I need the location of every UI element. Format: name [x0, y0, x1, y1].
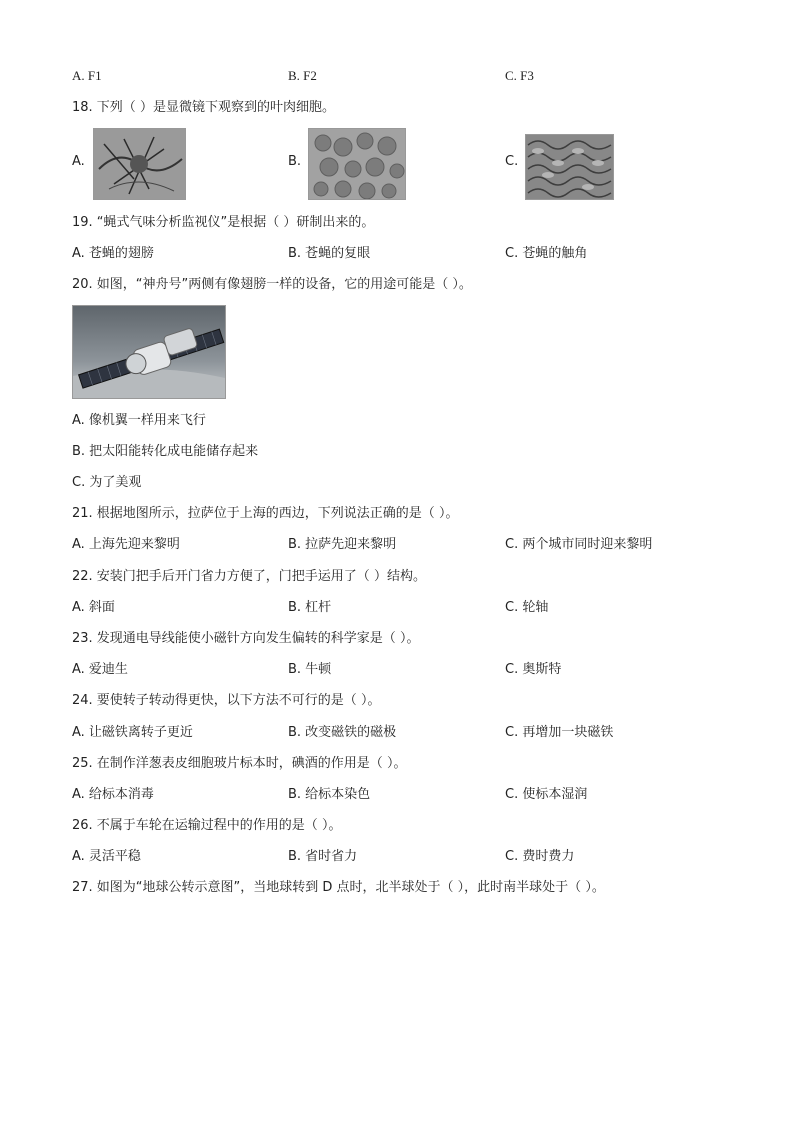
q21-option-c: C. 两个城市同时迎来黎明 — [505, 537, 653, 552]
q21-stem: 21. 根据地图所示，拉萨位于上海的西边，下列说法正确的是（ ）。 — [72, 506, 459, 521]
q20-stem: 20. 如图，“神舟号”两侧有像翅膀一样的设备，它的用途可能是（ ）。 — [72, 277, 472, 292]
q22-option-b: B. 杠杆 — [288, 600, 332, 615]
q18-photo-b-art — [309, 129, 405, 199]
q21-options — [72, 536, 732, 554]
q26-stem: 26. 不属于车轮在运输过程中的作用的是（ ）。 — [72, 818, 342, 833]
q24-option-b: B. 改变磁铁的磁极 — [288, 725, 397, 740]
q26-options — [72, 848, 732, 866]
q26-option-b: B. 省时省力 — [288, 849, 358, 864]
q20-option-c: C. 为了美观 — [72, 475, 142, 490]
q23-options — [72, 661, 732, 679]
q18-photo-a — [93, 128, 186, 200]
q20-spacecraft-photo — [72, 305, 226, 399]
q22-option-a: A. 斜面 — [72, 600, 115, 615]
q25-stem: 25. 在制作洋葱表皮细胞玻片标本时，碘酒的作用是（ ）。 — [72, 756, 407, 771]
q19-option-b: B. 苍蝇的复眼 — [288, 246, 371, 261]
q18-photo-a-art — [94, 129, 185, 199]
q21-option-b: B. 拉萨先迎来黎明 — [288, 537, 397, 552]
q18-label-c: C. — [505, 154, 519, 169]
q25-options — [72, 786, 732, 804]
q23-option-c: C. 奥斯特 — [505, 662, 562, 677]
q19-option-c: C. 苍蝇的触角 — [505, 246, 588, 261]
q27-stem: 27. 如图为“地球公转示意图”，当地球转到 D 点时，北半球处于（ ），此时南半球处于（ ）。 — [72, 880, 605, 895]
q17-options — [72, 67, 732, 85]
q25-option-c: C. 使标本湿润 — [505, 787, 588, 802]
q18-label-b: B. — [288, 154, 302, 169]
q20-option-b: B. 把太阳能转化成电能储存起来 — [72, 444, 259, 459]
q19-stem: 19. “蝇式气味分析监视仪”是根据（ ）研制出来的。 — [72, 215, 375, 230]
q24-stem: 24. 要使转子转动得更快，以下方法不可行的是（ ）。 — [72, 693, 381, 708]
q20-option-a: A. 像机翼一样用来飞行 — [72, 413, 206, 428]
q18-photo-b — [308, 128, 406, 200]
q21-option-a: A. 上海先迎来黎明 — [72, 537, 180, 552]
q22-stem: 22. 安装门把手后开门省力方便了，门把手运用了（ ）结构。 — [72, 569, 426, 584]
q20-spacecraft-art — [73, 306, 225, 398]
q17-option-b: B. F2 — [288, 68, 317, 83]
q23-option-b: B. 牛顿 — [288, 662, 332, 677]
q19-option-a: A. 苍蝇的翅膀 — [72, 246, 154, 261]
q24-options — [72, 724, 732, 742]
q26-option-c: C. 费时费力 — [505, 849, 575, 864]
q23-option-a: A. 爱迪生 — [72, 662, 128, 677]
q19-options — [72, 245, 732, 263]
q18-photo-c-art — [526, 135, 613, 199]
q25-option-b: B. 给标本染色 — [288, 787, 371, 802]
q22-option-c: C. 轮轴 — [505, 600, 549, 615]
q17-option-a: A. F1 — [72, 68, 102, 83]
q26-option-a: A. 灵活平稳 — [72, 849, 141, 864]
q18-image-options — [72, 128, 732, 200]
q18-label-a: A. — [72, 154, 85, 169]
q22-options — [72, 599, 732, 617]
q17-option-c: C. F3 — [505, 68, 534, 83]
q18-photo-c — [525, 134, 614, 200]
q24-option-c: C. 再增加一块磁铁 — [505, 725, 614, 740]
q18-stem: 18. 下列（ ）是显微镜下观察到的叶肉细胞。 — [72, 100, 335, 115]
q25-option-a: A. 给标本消毒 — [72, 787, 154, 802]
q24-option-a: A. 让磁铁离转子更近 — [72, 725, 193, 740]
q23-stem: 23. 发现通电导线能使小磁针方向发生偏转的科学家是（ ）。 — [72, 631, 420, 646]
